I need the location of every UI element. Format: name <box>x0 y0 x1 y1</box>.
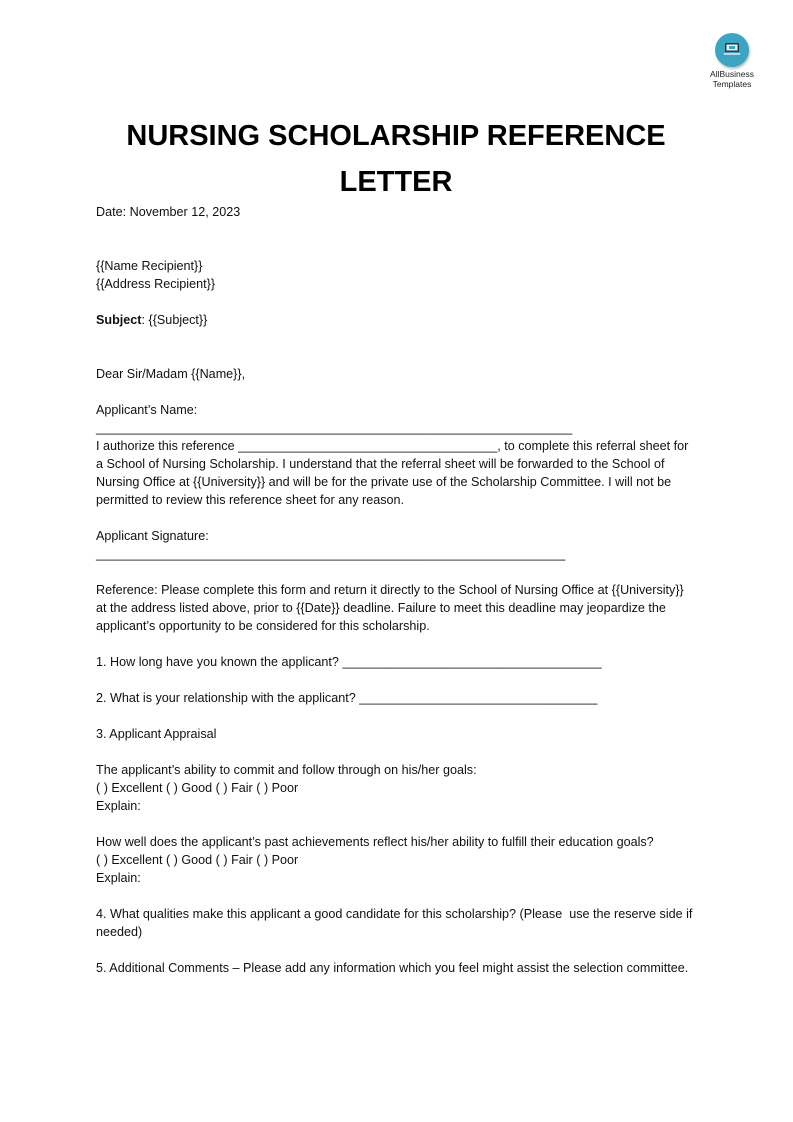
allbusiness-templates-logo <box>704 33 760 89</box>
date-line: Date: November 12, 2023 <box>96 205 241 219</box>
logo-text-line2: Templates <box>712 79 752 89</box>
question-2: 2. What is your relationship with the applicant? __________________________________ <box>96 691 598 705</box>
signature-line: ___________________________________________________________________ <box>96 547 566 561</box>
appraisal-1-explain: Explain: <box>96 799 141 813</box>
appraisal-1-question: The applicant’s ability to commit and follow through on his/her goals: <box>96 763 477 777</box>
applicant-name-label: Applicant’s Name: <box>96 403 198 417</box>
document-title: NURSING SCHOLARSHIP REFERENCE LETTER <box>126 120 666 198</box>
question-3: 3. Applicant Appraisal <box>96 727 217 741</box>
signature-label: Applicant Signature: <box>96 529 209 543</box>
appraisal-2-explain: Explain: <box>96 871 141 885</box>
recipient-name: {{Name Recipient}} <box>96 259 203 273</box>
subject-line <box>96 311 696 329</box>
applicant-name-line: ____________________________________________________________________ <box>96 421 573 435</box>
recipient-address: {{Address Recipient}} <box>96 277 216 291</box>
subject-label: Subject <box>96 313 142 327</box>
authorization-paragraph: I authorize this reference _____________________________________, to complete this referral sheet for a School of Nursing Scholarship. I understand that the referral sheet will be forwarded to the School of Nursing Office at {{University}} and will be for the private use of the Scholarship Committee. I will not be permitted to review this reference sheet for any reason. <box>96 439 692 507</box>
subject-value: : {{Subject}} <box>141 313 208 327</box>
appraisal-1-options: ( ) Excellent ( ) Good ( ) Fair ( ) Poor <box>96 781 299 795</box>
greeting: Dear Sir/Madam {{Name}}, <box>96 367 246 381</box>
appraisal-2-question: How well does the applicant’s past achievements reflect his/her ability to fulfill their education goals? <box>96 835 654 849</box>
letter-body <box>96 203 696 977</box>
question-4: 4. What qualities make this applicant a good candidate for this scholarship? (Please use the reserve side if needed) <box>96 907 696 939</box>
question-1: 1. How long have you known the applicant? _____________________________________ <box>96 655 602 669</box>
question-5: 5. Additional Comments – Please add any information which you feel might assist the selection committee. <box>96 961 689 975</box>
appraisal-2-options: ( ) Excellent ( ) Good ( ) Fair ( ) Poor <box>96 853 299 867</box>
reference-paragraph: Reference: Please complete this form and return it directly to the School of Nursing Office at {{University}} at the address listed above, prior to {{Date}} deadline. Failure to meet this deadline may jeopardize the applicant’s opportunity to be considered for this scholarship. <box>96 583 688 633</box>
laptop-icon <box>715 33 749 67</box>
logo-text-line1: AllBusiness <box>710 69 754 79</box>
